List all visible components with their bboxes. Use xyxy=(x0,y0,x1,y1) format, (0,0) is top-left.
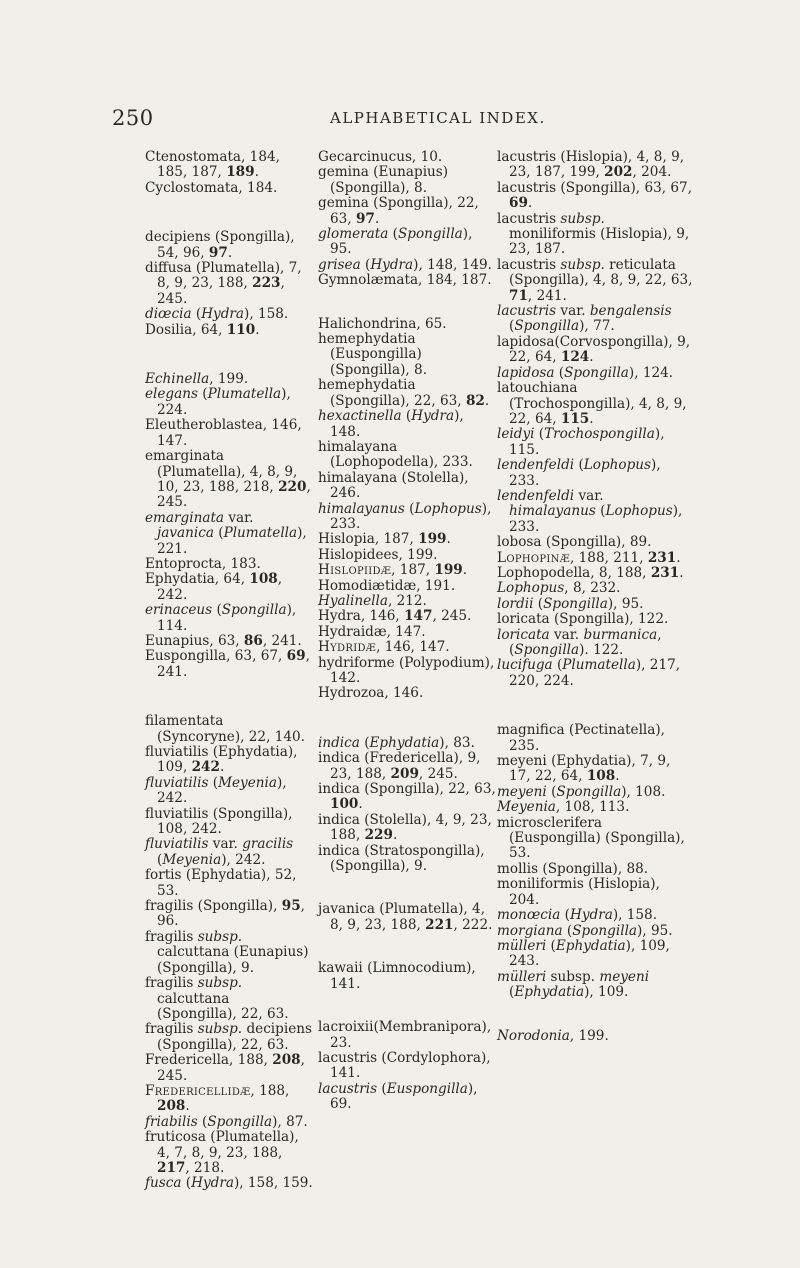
index-entry: Hydridæ, 146, 147. xyxy=(318,639,450,656)
index-entry: Hydra, 146, 147, 245. xyxy=(318,608,472,625)
index-entry: lordii (Spongilla), 95. xyxy=(497,595,644,612)
index-entry: friabilis (Spongilla), 87. xyxy=(145,1113,308,1130)
index-entry: lucifuga (Plumatella), 217, 220, 224. xyxy=(497,657,681,689)
index-entry: Ctenostomata, 184, 185, 187, 189. xyxy=(145,149,280,181)
entry-gap xyxy=(145,680,313,714)
running-title: ALPHABETICAL INDEX. xyxy=(330,109,546,127)
index-entry: indica (Stratospongilla), (Spongilla), 9. xyxy=(318,842,485,875)
index-entry: emarginata var. javanica (Plumatella), 221. xyxy=(145,509,307,557)
index-entry: microsclerifera (Euspongilla) (Spongilla), 53. xyxy=(497,814,685,862)
index-entry: himalayanus (Lophopus), 233. xyxy=(318,500,492,532)
entry-gap xyxy=(145,338,313,372)
index-entry: lapidosa (Spongilla), 124. xyxy=(497,364,674,381)
entry-gap xyxy=(318,933,496,961)
index-entry: lendenfeldi (Lophopus), 233. xyxy=(497,457,661,489)
entry-gap xyxy=(318,702,496,736)
index-entry: Dosilia, 64, 110. xyxy=(145,321,260,338)
index-entry: Euspongilla, 63, 67, 69, 241. xyxy=(145,648,310,680)
index-entry: fluviatilis (Ephydatia), 109, 242. xyxy=(145,744,298,776)
index-entry: monœcia (Hydra), 158. xyxy=(497,907,658,924)
index-entry: fragilis subsp. calcuttana (Eunapius) (Spongilla), 9. xyxy=(145,928,309,976)
index-entry: Hydrozoa, 146. xyxy=(318,685,424,702)
index-entry: lacustris subsp. moniliformis (Hislopia), 9, 23, 187. xyxy=(497,210,690,258)
entry-gap xyxy=(318,874,496,902)
index-entry: lobosa (Spongilla), 89. xyxy=(497,534,652,551)
index-entry: hexactinella (Hydra), 148. xyxy=(318,408,464,440)
index-entry: Norodonia, 199. xyxy=(497,1027,609,1044)
index-entry: Lophopodella, 8, 188, 231. xyxy=(497,564,684,581)
index-entry: emarginata (Plumatella), 4, 8, 9, 10, 23, 188, 218, 220, 245. xyxy=(145,448,311,511)
index-entry: mülleri subsp. meyeni (Ephydatia), 109. xyxy=(497,968,650,1001)
index-column-2 xyxy=(318,150,496,1113)
index-entry: magnifica (Pectinatella), 235. xyxy=(497,722,666,754)
index-entry: Ephydatia, 64, 108, 242. xyxy=(145,571,283,603)
entry-gap xyxy=(497,689,693,723)
index-entry: fragilis subsp. decipiens (Spongilla), 22, 63. xyxy=(145,1021,312,1053)
index-entry: lacustris (Cordylophora), 141. xyxy=(318,1049,491,1082)
index-entry: lacustris (Euspongilla), 69. xyxy=(318,1080,478,1113)
index-entry: filamentata (Syncoryne), 22, 140. xyxy=(145,713,305,745)
index-entry: kawaii (Limnocodium), 141. xyxy=(318,960,476,992)
index-entry: Meyenia, 108, 113. xyxy=(497,799,630,816)
index-entry: Gymnolæmata, 184, 187. xyxy=(318,272,492,289)
index-entry: lacroixii(Membranipora), 23. xyxy=(318,1019,492,1051)
index-entry: himalayana (Lophopodella), 233. xyxy=(318,438,473,471)
index-entry: himalayana (Stolella), 246. xyxy=(318,469,469,502)
index-entry: gemina (Eunapius) (Spongilla), 8. xyxy=(318,164,449,196)
index-entry: lacustris (Spongilla), 63, 67, 69. xyxy=(497,179,693,212)
index-entry: decipiens (Spongilla), 54, 96, 97. xyxy=(145,229,295,261)
index-entry: fluviatilis (Meyenia), 242. xyxy=(145,774,287,807)
index-entry: Lophopus, 8, 232. xyxy=(497,580,621,597)
index-column-1 xyxy=(145,150,313,1192)
index-entry: fortis (Ephydatia), 52, 53. xyxy=(145,867,297,899)
entry-gap xyxy=(497,1001,693,1029)
index-entry: leidyi (Trochospongilla), 115. xyxy=(497,426,665,458)
index-entry: lendenfeldi var. himalayanus (Lophopus), 233. xyxy=(497,487,683,535)
index-entry: hydriforme (Polypodium), 142. xyxy=(318,654,495,686)
index-entry: lapidosa(Corvospongilla), 9, 22, 64, 124. xyxy=(497,333,691,366)
index-entry: Halichondrina, 65. xyxy=(318,315,447,332)
index-entry: javanica (Plumatella), 4, 8, 9, 23, 188, 221, 222. xyxy=(318,901,493,933)
index-entry: Hydraidæ, 147. xyxy=(318,623,426,640)
index-entry: Hislopidees, 199. xyxy=(318,546,438,563)
index-entry: Hislopia, 187, 199. xyxy=(318,531,451,548)
index-entry: Eunapius, 63, 86, 241. xyxy=(145,632,302,649)
index-entry: hemephydatia (Euspongilla) (Spongilla), 8. xyxy=(318,331,428,378)
index-entry: lacustris subsp. reticulata (Spongilla), 4, 8, 9, 22, 63, 71, 241. xyxy=(497,256,693,304)
page-header xyxy=(0,106,800,130)
index-entry: meyeni (Ephydatia), 7, 9, 17, 22, 64, 108. xyxy=(497,753,671,785)
index-entry: fusca (Hydra), 158, 159. xyxy=(145,1175,313,1192)
index-entry: lacustris (Hislopia), 4, 8, 9, 23, 187, 199, 202, 204. xyxy=(497,149,685,181)
index-entry: Cyclostomata, 184. xyxy=(145,179,278,196)
index-entry: grisea (Hydra), 148, 149. xyxy=(318,256,492,273)
index-entry: gemina (Spongilla), 22, 63, 97. xyxy=(318,195,479,227)
index-entry: fragilis (Spongilla), 95, 96. xyxy=(145,898,305,930)
entry-gap xyxy=(318,289,496,317)
index-entry: morgiana (Spongilla), 95. xyxy=(497,922,673,939)
index-entry: loricata (Spongilla), 122. xyxy=(497,611,669,628)
index-entry: indica (Spongilla), 22, 63, 100. xyxy=(318,781,496,813)
index-entry: moniliformis (Hislopia), 204. xyxy=(497,876,660,908)
index-entry: Fredericella, 188, 208, 245. xyxy=(145,1052,305,1084)
index-entry: Echinella, 199. xyxy=(145,371,249,388)
index-entry: fruticosa (Plumatella), 4, 7, 8, 9, 23, 188, 217, 218. xyxy=(145,1129,299,1176)
index-entry: indica (Ephydatia), 83. xyxy=(318,734,475,751)
index-entry: elegans (Plumatella), 224. xyxy=(145,386,291,418)
index-entry: Lophopinæ, 188, 211, 231. xyxy=(497,549,681,566)
entry-gap xyxy=(145,196,313,230)
index-entry: meyeni (Spongilla), 108. xyxy=(497,783,666,800)
index-entry: hemephydatia (Spongilla), 22, 63, 82. xyxy=(318,377,490,409)
index-entry: mülleri (Ephydatia), 109, 243. xyxy=(497,937,670,970)
index-entry: Hyalinella, 212. xyxy=(318,592,427,609)
index-entry: Eleutheroblastea, 146, 147. xyxy=(145,417,302,449)
index-entry: lacustris var. bengalensis (Spongilla), 77. xyxy=(497,303,672,335)
index-entry: Gecarcinucus, 10. xyxy=(318,149,443,165)
index-entry: diœcia (Hydra), 158. xyxy=(145,306,289,323)
index-entry: fluviatilis var. gracilis (Meyenia), 242. xyxy=(145,836,294,868)
index-entry: latouchiana (Trochospongilla), 4, 8, 9, 22, 64, 115. xyxy=(497,380,687,427)
page-number: 250 xyxy=(112,106,154,130)
index-entry: loricata var. burmanica, (Spongilla). 122. xyxy=(497,626,662,658)
index-entry: erinaceus (Spongilla), 114. xyxy=(145,602,297,634)
index-entry: mollis (Spongilla), 88. xyxy=(497,860,649,877)
index-entry: fluviatilis (Spongilla), 108, 242. xyxy=(145,805,293,838)
index-entry: Entoprocta, 183. xyxy=(145,555,261,572)
index-entry: glomerata (Spongilla), 95. xyxy=(318,226,473,258)
index-entry: fragilis subsp. calcuttana (Spongilla), 22, 63. xyxy=(145,975,289,1022)
index-entry: diffusa (Plumatella), 7, 8, 9, 23, 188, 223, 245. xyxy=(145,260,302,307)
index-column-3 xyxy=(497,150,693,1044)
index-entry: Fredericellidæ, 188, 208. xyxy=(145,1082,290,1115)
index-entry: Homodiætidæ, 191. xyxy=(318,577,456,594)
index-entry: Hislopiidæ, 187, 199. xyxy=(318,562,468,579)
index-entry: indica (Fredericella), 9, 23, 188, 209, 245. xyxy=(318,750,481,782)
entry-gap xyxy=(318,992,496,1020)
index-entry: indica (Stolella), 4, 9, 23, 188, 229. xyxy=(318,811,492,844)
